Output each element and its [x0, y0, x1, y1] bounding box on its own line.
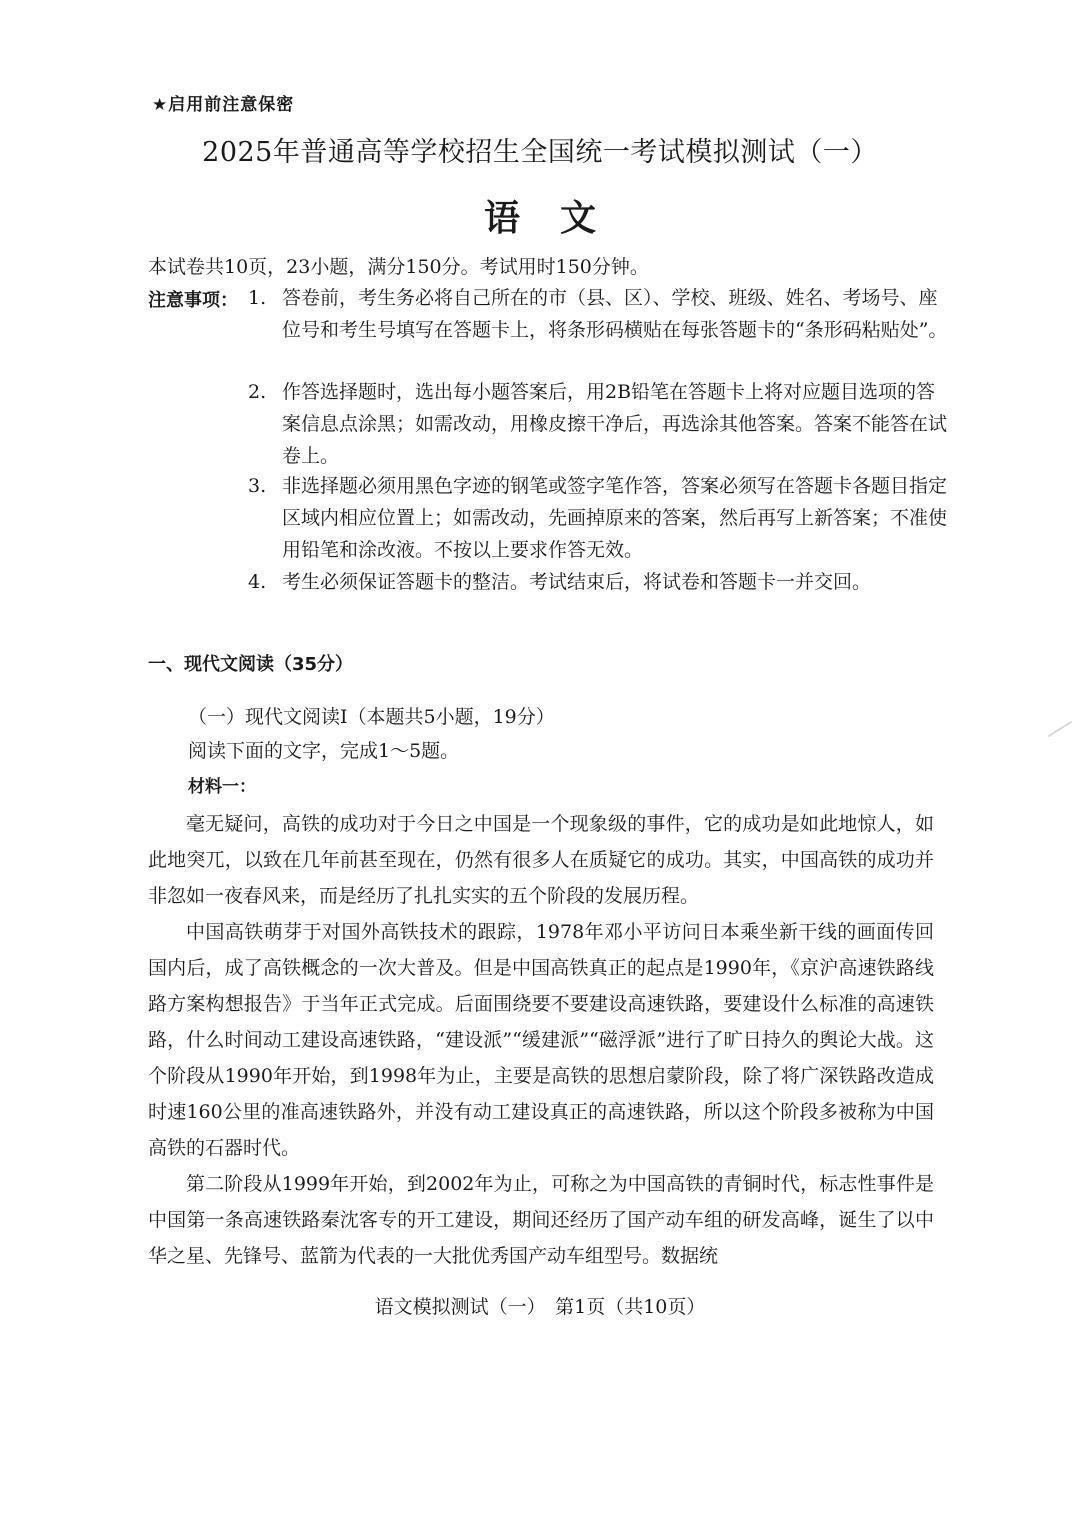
section-heading: 一、现代文阅读（35分） [148, 654, 354, 675]
passage-paragraph: 毫无疑问，高铁的成功对于今日之中国是一个现象级的事件，它的成功是如此地惊人，如此地突兀，以致在几年前甚至现在，仍然有很多人在质疑它的成功。其实，中国高铁的成功并非忽如一夜春风来，而是经历了扎扎实实的五个阶段的发展历程。 [148, 813, 934, 907]
note-number: 3. [248, 475, 267, 497]
note-item-1 [248, 282, 948, 346]
exam-info: 本试卷共10页，23小题，满分150分。考试用时150分钟。 [148, 256, 649, 278]
note-item-4 [248, 566, 948, 598]
sub-heading: （一）现代文阅读Ⅰ（本题共5小题，19分） [188, 706, 555, 728]
reading-instruction: 阅读下面的文字，完成1～5题。 [188, 740, 460, 762]
scan-mark [1048, 721, 1073, 738]
note-text: 非选择题必须用黑色字迹的钢笔或签字笔作答，答案必须写在答题卡各题目指定区域内相应位置上；如需改动，先画掉原来的答案，然后再写上新答案；不准使用铅笔和涂改液。不按以上要求作答无效。 [282, 475, 948, 561]
note-text: 考生必须保证答题卡的整洁。考试结束后，将试卷和答题卡一并交回。 [282, 571, 872, 593]
exam-title: 2025年普通高等学校招生全国统一考试模拟测试（一） [202, 137, 878, 168]
subject-title: 语文 [483, 197, 636, 239]
reading-passage [148, 806, 934, 1274]
notes-label: 注意事项： [148, 290, 238, 311]
note-item-2 [248, 376, 948, 472]
note-item-3 [248, 470, 948, 566]
note-number: 2. [248, 381, 267, 403]
confidential-note: ★启用前注意保密 [152, 95, 295, 115]
note-text: 答卷前，考生务必将自己所在的市（县、区）、学校、班级、姓名、考场号、座位号和考生号填写在答题卡上，将条形码横贴在每张答题卡的“条形码粘贴处”。 [282, 287, 948, 341]
page-footer: 语文模拟测试（一） 第1页（共10页） [374, 1296, 706, 1318]
note-text: 作答选择题时，选出每小题答案后，用2B铅笔在答题卡上将对应题目选项的答案信息点涂黑；如需改动，用橡皮擦干净后，再选涂其他答案。答案不能答在试卷上。 [282, 381, 948, 467]
note-number: 4. [248, 571, 267, 593]
passage-paragraph: 第二阶段从1999年开始，到2002年为止，可称之为中国高铁的青铜时代，标志性事件是中国第一条高速铁路秦沈客专的开工建设，期间还经历了国产动车组的研发高峰，诞生了以中华之星、先锋号、蓝箭为代表的一大批优秀国产动车组型号。数据统 [148, 1173, 934, 1267]
material-label: 材料一： [188, 777, 256, 797]
passage-paragraph: 中国高铁萌芽于对国外高铁技术的跟踪，1978年邓小平访问日本乘坐新干线的画面传回国内后，成了高铁概念的一次大普及。但是中国高铁真正的起点是1990年，《京沪高速铁路线路方案构想报告》于当年正式完成。后面围绕要不要建设高速铁路，要建设什么标准的高速铁路，什么时间动工建设高速铁路，“建设派”“缓建派”“磁浮派”进行了旷日持久的舆论大战。这个阶段从1990年开始，到1998年为止，主要是高铁的思想启蒙阶段，除了将广深铁路改造成时速160公里的准高速铁路外，并没有动工建设真正的高速铁路，所以这个阶段多被称为中国高铁的石器时代。 [148, 921, 934, 1159]
note-number: 1. [248, 287, 267, 309]
